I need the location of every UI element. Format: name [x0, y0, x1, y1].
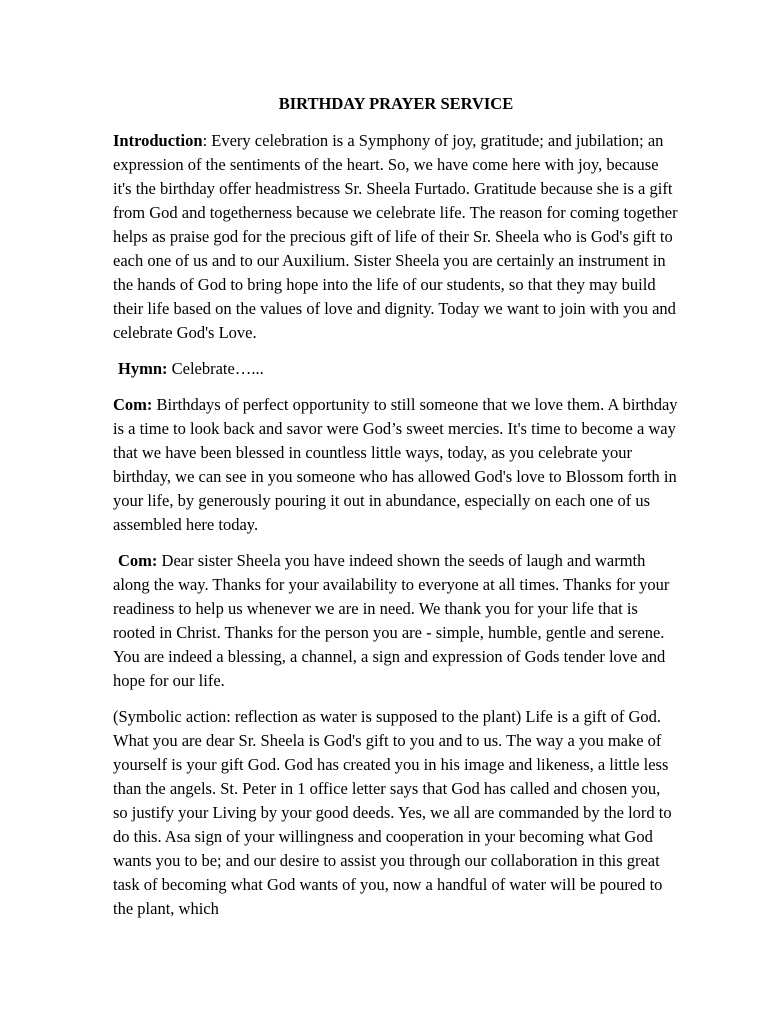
paragraph-label: Hymn: — [118, 359, 168, 378]
paragraph-symbolic-action — [113, 705, 679, 921]
paragraph-hymn — [113, 357, 679, 381]
document-title: BIRTHDAY PRAYER SERVICE — [278, 94, 514, 113]
paragraph-text: Celebrate…... — [167, 359, 264, 378]
paragraph-commentary-2 — [113, 549, 679, 693]
paragraph-label: Com: — [118, 551, 158, 570]
paragraph-text: : Every celebration is a Symphony of joy, gratitude; and jubilation; an expression of the sentiments of the heart. So, we have come here with joy, because it's the birthday offer headmistress Sr. Sheela Furtado. Gratitude because she is a gift from God and togetherness because we celebrate life. The reason for coming together helps as praise god for the precious gift of life of their Sr. Sheela who is God's gift to each one of us and to our Auxilium. Sister Sheela you are certainly an instrument in the hands of God to bring hope into the life of our students, so that they may build their life based on the values of love and dignity. Today we want to join with you and celebrate God's Love. — [113, 131, 678, 342]
paragraph-label: Introduction — [113, 131, 203, 150]
paragraph-text: (Symbolic action: reflection as water is supposed to the plant) Life is a gift of God. What you are dear Sr. Sheela is God's gift to you and to us. The way a you make of yourself is your gift God. God has created you in his image and likeness, a little less than the angels. St. Peter in 1 office letter says that God has called and chosen you, so justify your Living by your good deeds. Yes, we all are commanded by the lord to do this. Asa sign of your willingness and cooperation in your becoming what God wants you to be; and our desire to assist you through our collaboration in this great task of becoming what God wants of you, now a handful of water will be poured to the plant, which — [113, 707, 672, 918]
paragraph-label: Com: — [113, 395, 153, 414]
document-page — [113, 92, 679, 933]
paragraph-text: Dear sister Sheela you have indeed shown the seeds of laugh and warmth along the way. Thanks for your availability to everyone at all times. Thanks for your readiness to help us whenever we are in need. We thank you for your life that is rooted in Christ. Thanks for the person you are - simple, humble, gentle and serene. You are indeed a blessing, a channel, a sign and expression of Gods tender love and hope for our life. — [113, 551, 670, 690]
paragraph-text: Birthdays of perfect opportunity to still someone that we love them. A birthday is a time to look back and savor were God’s sweet mercies. It's time to become a way that we have been blessed in countless little ways, today, as you celebrate your birthday, we can see in you someone who has allowed God's love to Blossom forth in your life, by generously pouring it out in abundance, especially on each one of us assembled here today. — [113, 395, 678, 534]
paragraph-commentary-1 — [113, 393, 679, 537]
paragraph-introduction — [113, 129, 679, 345]
